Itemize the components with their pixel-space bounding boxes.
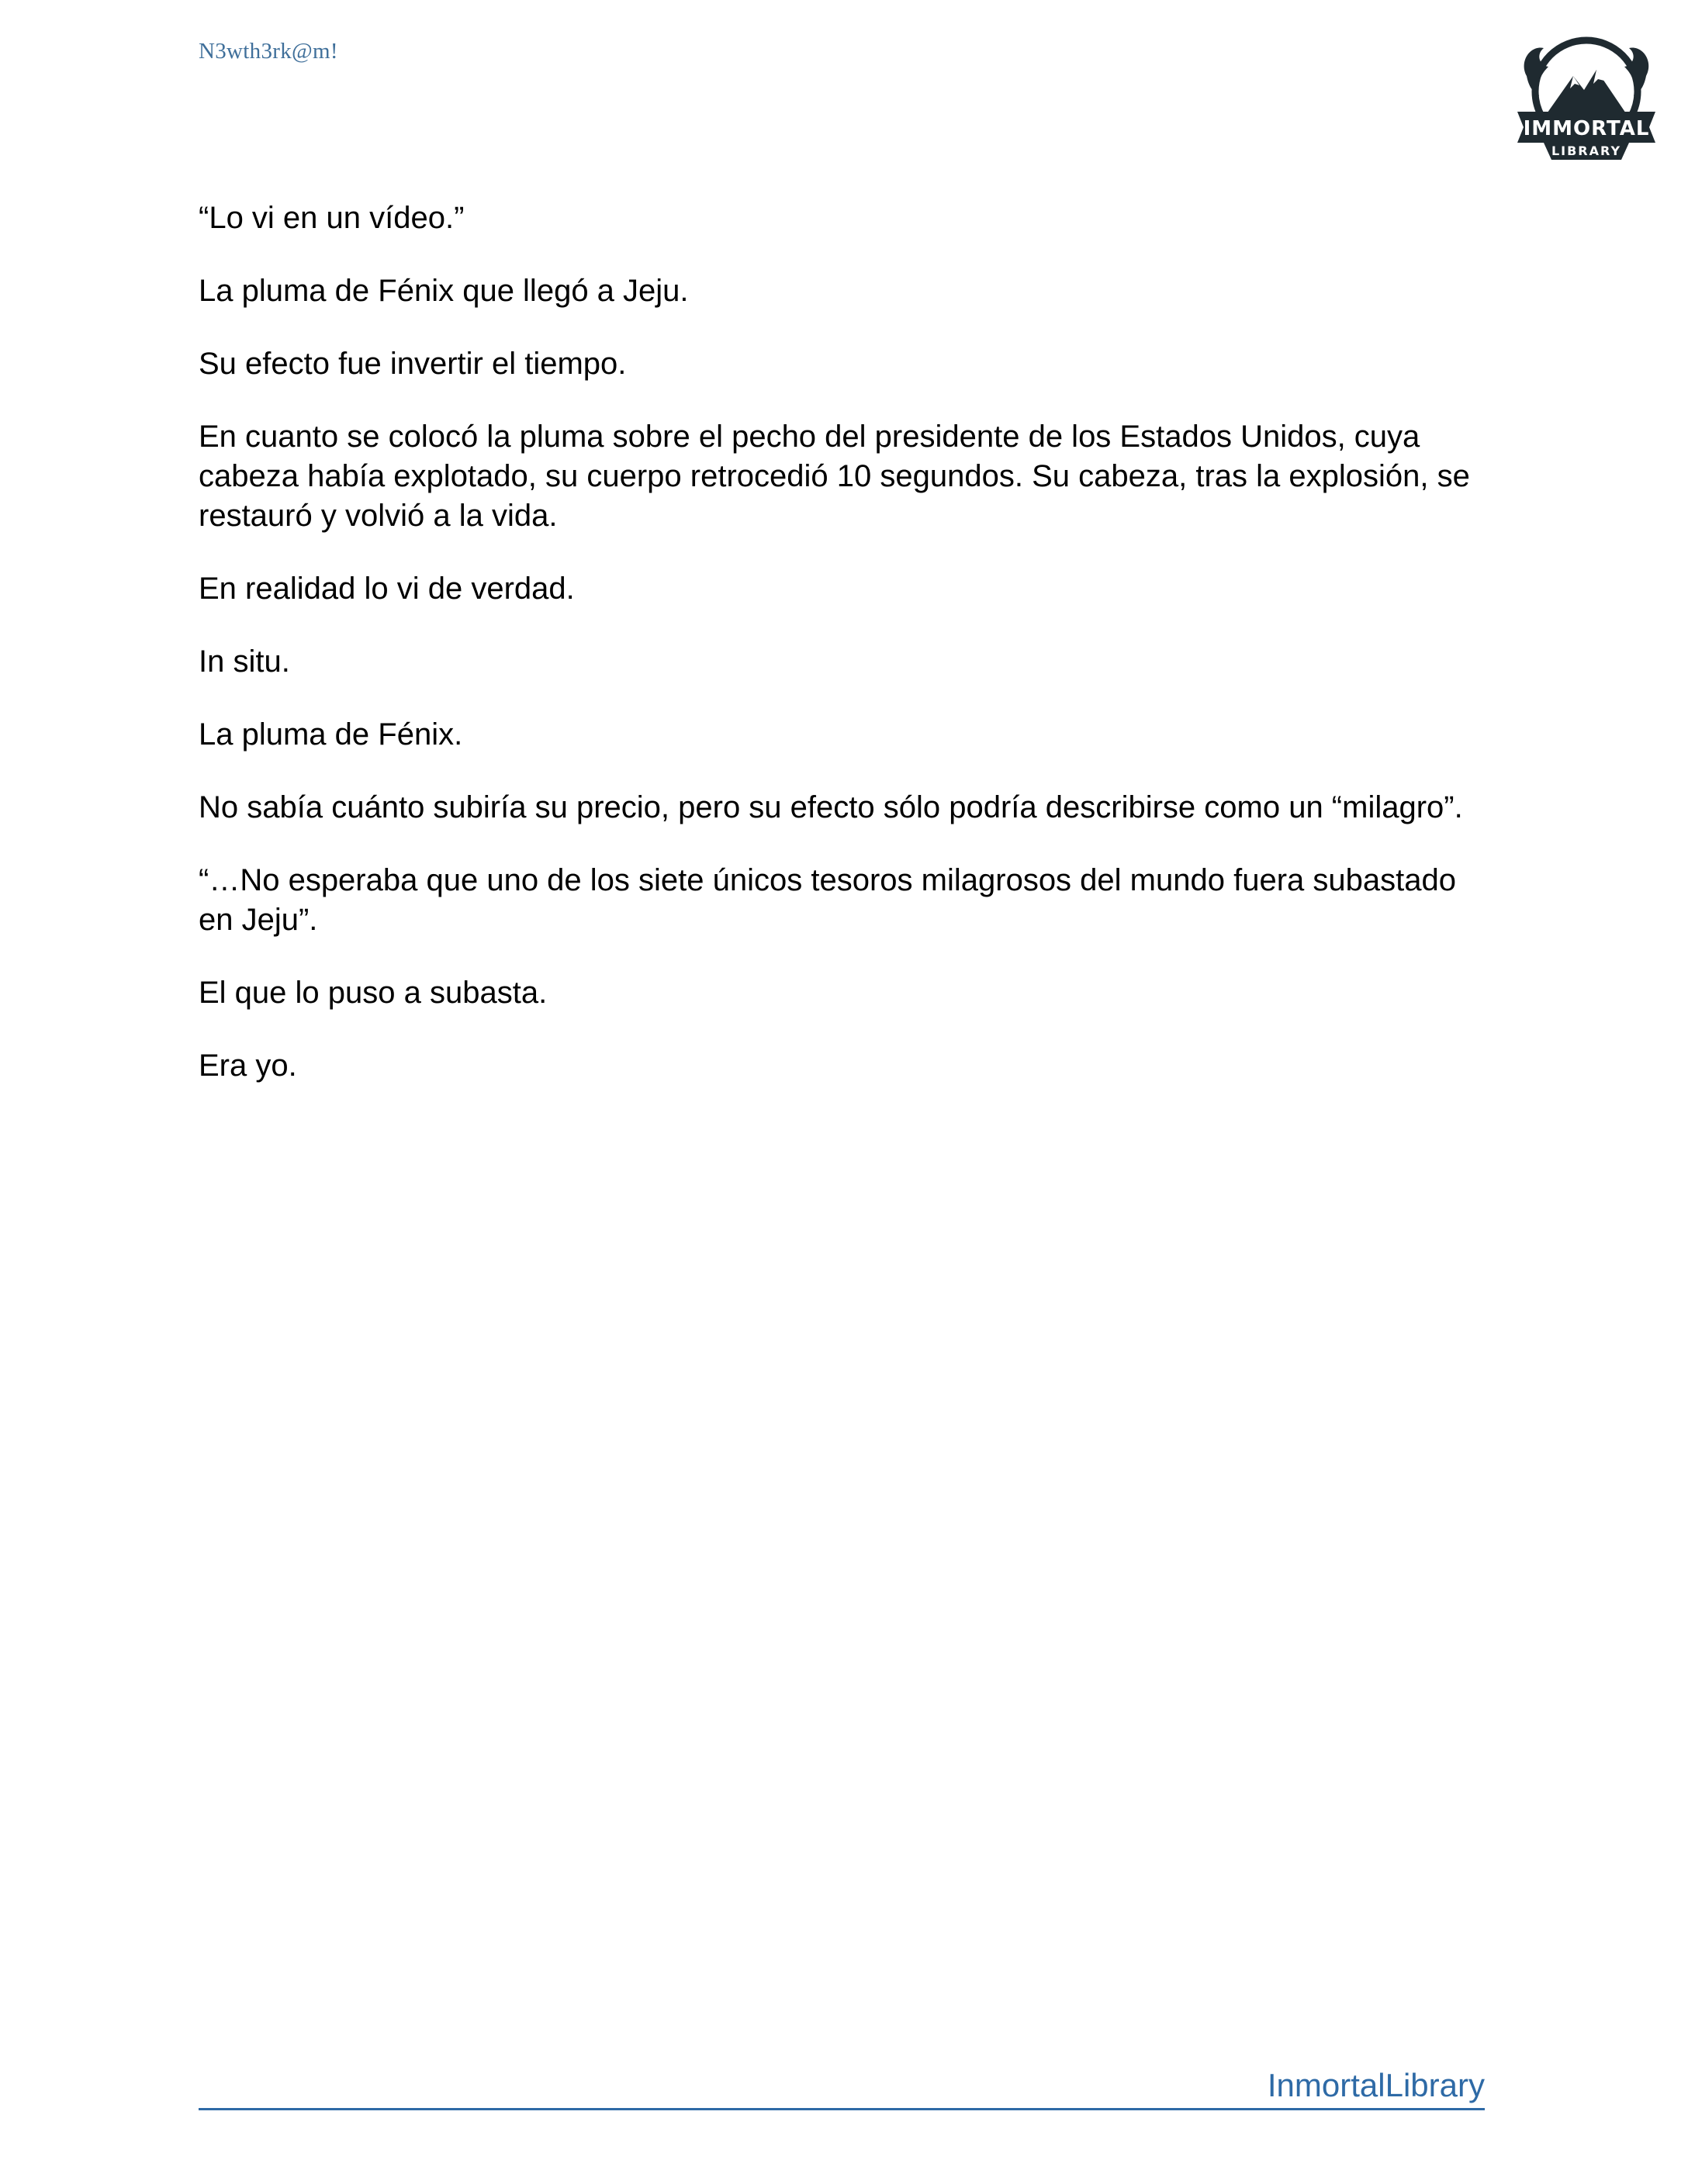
footer-library-link[interactable]: InmortalLibrary <box>1267 2067 1485 2103</box>
paragraph: La pluma de Fénix que llegó a Jeju. <box>199 274 689 308</box>
chapter-body <box>199 199 1494 1119</box>
paragraph: “…No esperaba que uno de los siete únicos tesoros milagrosos del mundo fuera subastado en Jeju”. <box>199 863 1456 937</box>
paragraph: In situ. <box>199 644 290 679</box>
paragraph: En cuanto se colocó la pluma sobre el pecho del presidente de los Estados Unidos, cuya cabeza había explotado, su cuerpo retrocedió 10 segundos. Su cabeza, tras la explosión, se restauró y volvió a la vida. <box>199 420 1470 533</box>
logo-line1: IMMORTAL <box>1523 117 1650 140</box>
logo-line2: LIBRARY <box>1551 143 1622 158</box>
paragraph: No sabía cuánto subiría su precio, pero su efecto sólo podría describirse como un “milagro”. <box>199 790 1463 824</box>
paragraph: La pluma de Fénix. <box>199 717 463 752</box>
paragraph: En realidad lo vi de verdad. <box>199 572 575 606</box>
paragraph: El que lo puso a subasta. <box>199 976 548 1010</box>
footer-divider <box>199 2108 1485 2110</box>
paragraph: Su efecto fue invertir el tiempo. <box>199 347 627 381</box>
immortal-library-logo <box>1513 31 1660 167</box>
paragraph: “Lo vi en un vídeo.” <box>199 201 465 235</box>
paragraph: Era yo. <box>199 1049 297 1083</box>
header-user-tag: N3wth3rk@m! <box>199 39 338 64</box>
